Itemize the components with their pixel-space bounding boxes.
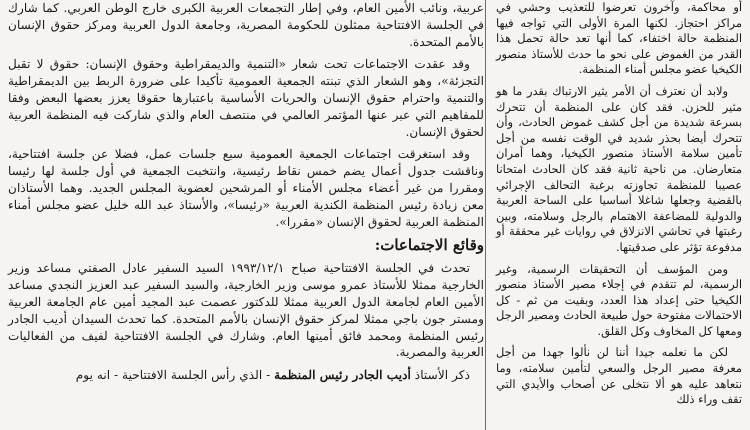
left-paragraph-1: وقد عقدت الاجتماعات تحت شعار «التنمية والديمقراطية وحقوق الإنسان: حقوق لا تقبل التجزئة»، وهو الشعار الذي تبنته الجمعية العمومية تأكيدا على ضرورة الربط بين الديمقراطية والتنمية واحترام حقوق الإنسان والحريات الأساسية باعتبارها حقوقا يعزز بعضها البعض وفقا للمفاهيم التي عبر عنها المؤتمر العالمي في منتصف العام والذي شاركت فيه المنظمة العربية لحقوق الإنسان. xyxy=(8,57,484,139)
left-paragraph-0: عربية، ونائب الأمين العام، وفي إطار التجمعات العربية الكبرى خارج الوطن العربي. كما شارك في الجلسة الافتتاحية ممثلون للحكومة المصرية، وجامعة الدول العربية ومركز حقوق الإنسان بالأمم المتحدة. xyxy=(8,1,484,49)
right-paragraph-4: لكن ما نعلمه جيدا أننا لن نألوا جهدا من أجل معرفة مصير الرجل والسعي لتأمين سلامته، وما نتعاهد عليه هو ألا نتخلى عن أصحاب والأيدي التي تقف وراء ذلك xyxy=(496,345,742,407)
right-paragraph-3: ومن المؤسف أن التحقيقات الرسمية، وغير الرسمية، لم تتقدم في إجلاء مصير الأستاذ منصور الكيخيا حتى إعداد هذا العدد، وبقيت من ثم - كل الاحتمالات مفتوحة حول طبيعة الحادث ومصير الرجل ومعها كل المخاوف وكل القلق. xyxy=(496,261,742,338)
right-paragraph-1: أو محاكمة، وآخرون تعرضوا للتعذيب وحشي في مراكز احتجاز. لكنها المرة الأولى التي تواجه فيها المنظمة حالة اختفاء، كما أنها تعد حالة تحمل هذا القدر من الغموض على نحو ما حدث للأستاذ منصور الكيخيا عضو مجلس أمناء المنظمة. xyxy=(496,0,742,77)
left-paragraph-3: تحدث في الجلسة الافتتاحية صباح ١٩٩٣/١٢/١ السيد السفير عادل الصفتي مساعد وزير الخارجية ممثلا للأستاذ عمرو موسى وزير الخارجية، والسيد السفير عبد العزيز النجدي مساعد الأمين العام لجامعة الدول العربية ممثلا للدكتور عصمت عبد المجيد أمين عام الجامعة العربية ومستر جون باجي ممثلا لمركز حقوق الإنسان بالأمم المتحدة. كما تحدث السيدان أديب الجادر رئيس المنظمة ومحمد فائق أمينها العام. وشارك في الجلسة الافتتاحية لفيف من الفعاليات العربية والمصرية. xyxy=(8,261,484,360)
right-column xyxy=(496,0,742,430)
p4-bold-name: أديب الجادر رئيس المنظمة xyxy=(274,368,411,383)
p4-prefix: ذكر الأستاذ xyxy=(410,368,470,383)
section-heading: وقائع الاجتماعات: xyxy=(374,236,484,255)
left-paragraph-4 xyxy=(8,367,484,384)
column-divider xyxy=(485,0,486,430)
right-paragraph-2: ولابد أن نعترف أن الأمر يثير الارتباك بقدر ما هو مثير للحزن. فقد كان على المنظمة أن تتحرك بسرعة شديدة من أجل كشف غموض الحادث، وأن تتحرك أيضا بحذر شديد في الوقت نفسه من أجل تأمين سلامة الأستاذ منصور الكيخيا، وهما أمران متعارضان. من ناحية ثانية فقد كان الحادث امتحانا عصيبا للمنظمة تجاوزته برغبة التحالف الإجرائي بالقضية وجعلها شاغلا أساسيا على الساحة العربية والدولية للمضاعفة الاهتمام بالرجل وسلامته، وبين رغبتها في تحاشي الانزلاق في روايات غير محققة أو مدفوعة تؤثر على صدقيتها. xyxy=(496,83,742,254)
left-column xyxy=(8,0,484,430)
left-paragraph-2: وقد استغرقت اجتماعات الجمعية العمومية سبع جلسات عمل، فضلا عن جلسة افتتاحية، وناقشت جدول أعمال يضم خمس نقاط رئيسية، وانتخبت الجمعية في أول جلسة لها رئيسا ومقررا من غير أعضاء مجلس الأمناء أو المرشحين لعضوية المجلس الجديد. وهما الأستاذان معن زيادة رئيس المنظمة الكندية العربية «رئيسا»، والأستاذ عبد الله خليل عضو مجلس أمناء المنظمة العربية لحقوق الإنسان «مقررا». xyxy=(8,147,484,229)
p4-suffix: - الذي رأس الجلسة الافتتاحية - انه يوم xyxy=(75,368,275,383)
